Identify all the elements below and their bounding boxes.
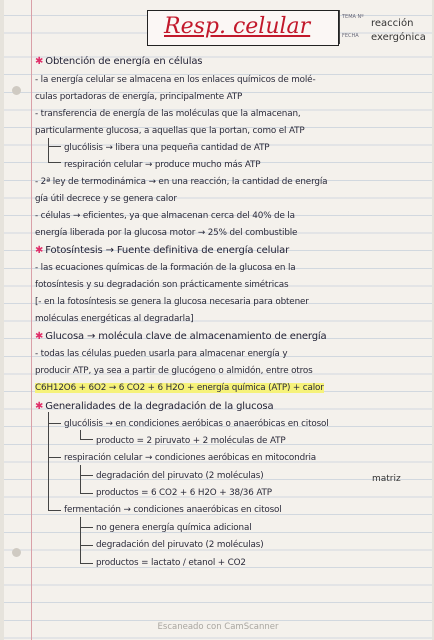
note-line: - células → eficientes, ya que almacenan cerca del 40% de la <box>35 211 295 221</box>
section-heading: ✱ Obtención de energía en células <box>35 56 203 67</box>
highlighted-equation: C6H12O6 + 6O2 → 6 CO2 + 6 H2O + energía química (ATP) + calor <box>35 383 324 393</box>
subtitle-line2: exergónica <box>371 32 426 43</box>
note-line: respiración celular → condiciones aeróbicas en mitocondria <box>64 453 317 463</box>
note-line: no genera energía química adicional <box>96 523 252 533</box>
tree-connector <box>80 527 93 546</box>
matriz-note: matriz <box>372 474 401 484</box>
note-line: particularmente glucosa, a aquellas que la portan, como el ATP <box>35 126 305 136</box>
note-line: moléculas energéticas al degradarla] <box>35 314 194 324</box>
section-heading: ✱ Glucosa → molécula clave de almacenamiento de energía <box>35 331 327 342</box>
note-line: glucólisis → en condiciones aeróbicas o anaeróbicas en citosol <box>64 419 329 429</box>
equation-line <box>35 383 324 393</box>
note-line: - las ecuaciones químicas de la formación de la glucosa en la <box>35 263 296 273</box>
note-line: productos = lactato / etanol + CO2 <box>96 558 246 568</box>
punch-hole <box>12 548 21 557</box>
note-line: - todas las células pueden usarla para almacenar energía y <box>35 349 288 359</box>
note-line: culas portadoras de energía, principalmente ATP <box>35 92 243 102</box>
note-line: - transferencia de energía de las moléculas que la almacenan, <box>35 109 301 119</box>
tema-label: TEMA Nº <box>342 14 364 20</box>
punch-hole <box>12 86 21 95</box>
note-line: fotosíntesis y su degradación son prácticamente simétricas <box>35 280 289 290</box>
tree-connector <box>48 457 61 511</box>
margin-line <box>31 0 32 640</box>
asterisk-icon: ✱ <box>35 245 44 256</box>
note-line: fermentación → condiciones anaeróbicas en citosol <box>64 505 282 515</box>
asterisk-icon: ✱ <box>35 401 44 412</box>
note-line: gía útil decrece y se genera calor <box>35 194 177 204</box>
asterisk-icon: ✱ <box>35 331 44 342</box>
note-line: respiración celular → produce mucho más ATP <box>64 160 261 170</box>
note-line: producir ATP, ya sea a partir de glucógeno o almidón, entre otros <box>35 366 313 376</box>
subtitle-line1: reacción <box>371 18 414 29</box>
note-line: degradación del piruvato (2 moléculas) <box>96 540 264 550</box>
note-line: energía liberada por la glucosa motor → 25% del combustible <box>35 228 298 238</box>
note-line: producto = 2 piruvato + 2 moléculas de ATP <box>96 436 286 446</box>
page-title: Resp. celular <box>164 14 311 39</box>
asterisk-icon: ✱ <box>35 56 44 67</box>
tree-connector <box>48 423 61 458</box>
scanner-watermark: Escaneado con CamScanner <box>157 622 279 632</box>
tree-connector <box>80 430 93 440</box>
section-heading: ✱ Fotosíntesis → Fuente definitiva de energía celular <box>35 245 290 256</box>
note-line: glucólisis → libera una pequeña cantidad de ATP <box>64 143 270 153</box>
tree-connector <box>80 545 93 564</box>
tree-connector <box>80 475 93 494</box>
note-line: degradación del piruvato (2 moléculas) <box>96 471 264 481</box>
section-heading: ✱ Generalidades de la degradación de la glucosa <box>35 401 274 412</box>
notebook-page <box>4 0 432 640</box>
note-line: - la energía celular se almacena en los enlaces químicos de molé- <box>35 75 316 85</box>
note-line: [- en la fotosíntesis se genera la glucosa necesaria para obtener <box>35 297 309 307</box>
note-line: productos = 6 CO2 + 6 H2O + 38/36 ATP <box>96 488 272 498</box>
tree-connector <box>48 146 61 163</box>
note-line: - 2ª ley de termodinámica → en una reacción, la cantidad de energía <box>35 177 328 187</box>
fecha-label: FECHA <box>342 33 359 39</box>
